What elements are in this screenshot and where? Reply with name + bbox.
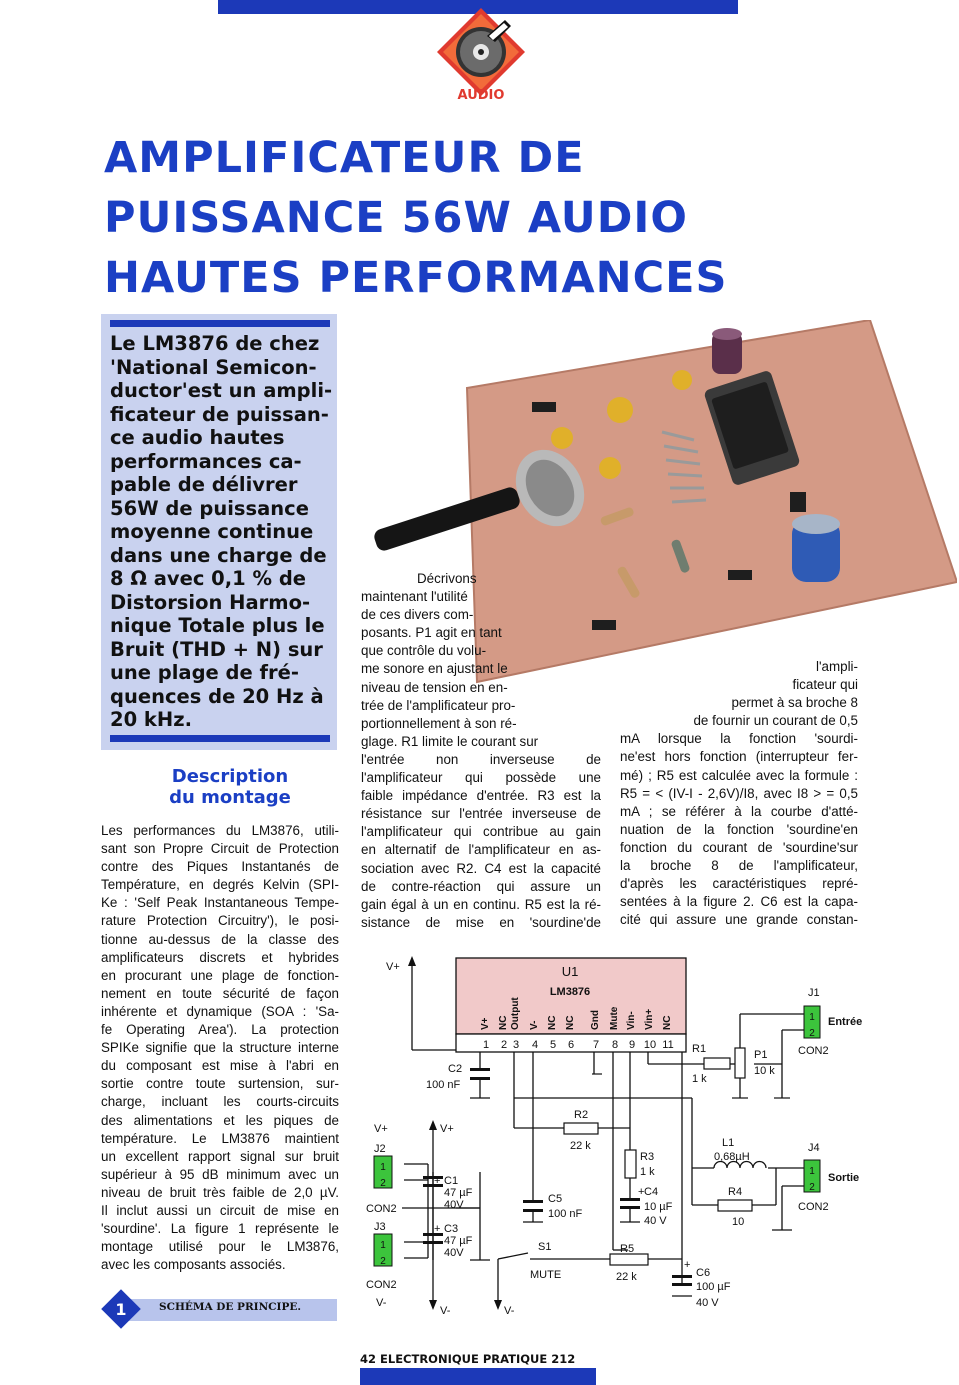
figure-caption bbox=[101, 1293, 337, 1325]
r5-value: 22 k bbox=[616, 1271, 637, 1283]
text-line: fonction du courant de 'sourdine'sur bbox=[620, 839, 858, 855]
r3-value: 1 k bbox=[640, 1166, 655, 1178]
j4-name: Sortie bbox=[828, 1172, 860, 1184]
r5-label: R5 bbox=[620, 1243, 635, 1255]
figure-number: 1 bbox=[115, 1300, 127, 1319]
text-line: mA lorsque la fonction 'sourdi- bbox=[620, 731, 858, 747]
intro-line: Le LM3876 de chez bbox=[110, 332, 320, 355]
intro-line: moyenne continue bbox=[110, 520, 314, 543]
ic-pin-name: Vin- bbox=[626, 1011, 637, 1030]
text-line: maintenant l'utilité bbox=[361, 589, 468, 605]
rail-vminus-label: V- bbox=[504, 1305, 515, 1317]
text-line: sant son Propre Circuit de Protection bbox=[101, 841, 339, 857]
title-line: PUISSANCE 56W AUDIO bbox=[104, 193, 688, 243]
text-line: que contrôle du volu- bbox=[361, 643, 487, 659]
c3-label: C3 bbox=[444, 1223, 459, 1235]
footer-bar bbox=[360, 1368, 596, 1385]
s1-label: S1 bbox=[538, 1241, 552, 1253]
text-line: des alimentations et les piques de bbox=[101, 1112, 339, 1128]
audio-cd-icon bbox=[435, 6, 527, 98]
intro-line: une plage de fré- bbox=[110, 661, 299, 684]
j4-value: CON2 bbox=[798, 1201, 829, 1213]
r2-value: 22 k bbox=[570, 1140, 591, 1152]
text-line: tionne au-dessus de la classe des bbox=[101, 931, 339, 947]
intro-line: ficateur de puissan- bbox=[110, 402, 329, 426]
c6-polarity: + bbox=[684, 1259, 691, 1271]
text-line: me sonore en ajustant le bbox=[361, 661, 508, 677]
rail-vplus-label: V+ bbox=[386, 961, 400, 973]
text-line: en alternatif de l'amplificateur en as- bbox=[361, 842, 601, 858]
text-line: sentées à la figure 2. C6 est la capa- bbox=[620, 894, 858, 910]
text-line: mé) ; R5 est calculée avec la formule : bbox=[620, 767, 858, 783]
j4-label: J4 bbox=[808, 1142, 820, 1154]
j1-name: Entrée bbox=[828, 1016, 863, 1028]
c3-polarity: + bbox=[434, 1223, 441, 1235]
text-line: l'amplificateur qui possède une bbox=[361, 770, 601, 786]
connector-pin-number: 2 bbox=[380, 1256, 386, 1267]
rail-vplus-label: V+ bbox=[440, 1123, 454, 1135]
page-footer: 42 ELECTRONIQUE PRATIQUE 212 bbox=[360, 1352, 576, 1366]
text-line: permet à sa broche 8 bbox=[731, 695, 858, 711]
ic-pin-number: 10 bbox=[643, 1039, 657, 1051]
text-line: faible impédance d'entrée. R3 est la bbox=[361, 788, 601, 804]
r4-label: R4 bbox=[728, 1186, 743, 1198]
j2-value: CON2 bbox=[366, 1203, 397, 1215]
ic-pin-number: 1 bbox=[482, 1039, 490, 1051]
text-line: température. Le LM3876 maintient bbox=[101, 1130, 339, 1146]
intro-line: nique Totale plus le bbox=[110, 614, 325, 637]
text-line: du composant est mise à l'abri en bbox=[101, 1058, 339, 1074]
rail-vplus-label: V+ bbox=[374, 1123, 388, 1135]
ic-pin-name: V+ bbox=[480, 1017, 491, 1030]
text-line: un excellent rapport signal sur bruit bbox=[101, 1148, 339, 1164]
text-line: Ke : 'Self Peak Instantaneous Tempe- bbox=[101, 895, 339, 911]
text-line: glage. R1 limite le courant sur bbox=[361, 733, 539, 749]
intro-line: ductor'est un ampli- bbox=[110, 379, 333, 402]
r2-label: R2 bbox=[574, 1109, 589, 1121]
r1-value: 1 k bbox=[692, 1073, 707, 1085]
intro-line: 20 kHz. bbox=[110, 708, 192, 731]
text-line: sociation avec R2. C4 est la capacité bbox=[361, 860, 601, 876]
c2-value: 100 nF bbox=[426, 1079, 461, 1091]
c1-value: 47 µF bbox=[444, 1187, 473, 1199]
title-line: HAUTES PERFORMANCES bbox=[104, 253, 728, 303]
ic-pin-name: Gnd bbox=[590, 1010, 601, 1030]
j3-label: J3 bbox=[374, 1221, 386, 1233]
ic-pin-number: 2 bbox=[500, 1039, 508, 1051]
text-line: trée de l'amplificateur pro- bbox=[361, 697, 516, 713]
text-line: amplificateurs discrets et hybrides bbox=[101, 949, 339, 965]
text-line: de contre-réaction qui assure un bbox=[361, 878, 601, 894]
r1-label: R1 bbox=[692, 1043, 707, 1055]
text-line: mA ; se référer à la courbe d'atté- bbox=[620, 803, 858, 819]
text-line: posants. P1 agit en tant bbox=[361, 625, 502, 641]
r4-value: 10 bbox=[732, 1216, 745, 1228]
r3-label: R3 bbox=[640, 1151, 655, 1163]
p1-label: P1 bbox=[754, 1049, 768, 1061]
text-line: sortie contre toute surtension, sur- bbox=[101, 1076, 339, 1092]
intro-line: Distorsion Harmo- bbox=[110, 590, 311, 614]
connector-pin-number: 1 bbox=[380, 1162, 386, 1173]
c2-label: C2 bbox=[448, 1063, 463, 1075]
ic-pin-name: V- bbox=[529, 1020, 540, 1030]
text-line: portionnellement à son ré- bbox=[361, 715, 517, 731]
ic-pin-name: Mute bbox=[609, 1006, 620, 1030]
text-line: niveau de tension en en- bbox=[361, 679, 508, 695]
title-line: AMPLIFICATEUR DE bbox=[104, 133, 585, 183]
c5-label: C5 bbox=[548, 1193, 563, 1205]
intro-line: pable de délivrer bbox=[110, 473, 298, 496]
intro-bottom-bar bbox=[110, 735, 330, 742]
p1-value: 10 k bbox=[754, 1065, 775, 1077]
text-line: la broche 8 de l'amplificateur, bbox=[620, 858, 858, 874]
connector-pin-number: 1 bbox=[380, 1240, 386, 1251]
intro-line: ce audio hautes bbox=[110, 426, 285, 449]
c6-value: 100 µF bbox=[696, 1281, 731, 1293]
ic-pin-number: 3 bbox=[512, 1039, 520, 1051]
j2-label: J2 bbox=[374, 1143, 386, 1155]
description-heading bbox=[150, 766, 310, 808]
intro-line: Bruit (THD + N) sur bbox=[110, 637, 323, 661]
text-line: de fournir un courant de 0,5 bbox=[693, 713, 858, 729]
text-line: Il inclut aussi un circuit de mise en bbox=[101, 1202, 339, 1218]
c4-value: 10 µF bbox=[644, 1201, 673, 1213]
ic-pin-number: 9 bbox=[628, 1039, 636, 1051]
intro-line: 8 Ω avec 0,1 % de bbox=[110, 567, 307, 590]
j1-value: CON2 bbox=[798, 1045, 829, 1057]
c1-label: C1 bbox=[444, 1175, 459, 1187]
connector-pin-number: 2 bbox=[809, 1028, 815, 1039]
text-line: Température, en degrés Kelvin (SPI- bbox=[101, 877, 339, 893]
ic-pin-number: 7 bbox=[592, 1039, 600, 1051]
text-line: l'entrée non inverseuse de bbox=[361, 751, 601, 767]
connector-pin-number: 2 bbox=[380, 1178, 386, 1189]
intro-line: dans une charge de bbox=[110, 543, 327, 567]
section-tag: AUDIO bbox=[457, 88, 505, 103]
rail-vminus-label: V- bbox=[376, 1297, 387, 1309]
ic-pin-name: NC bbox=[565, 1015, 576, 1030]
j1-label: J1 bbox=[808, 987, 820, 999]
c4-label: C4 bbox=[644, 1186, 659, 1198]
text-column-1 bbox=[101, 822, 339, 1274]
intro-box bbox=[101, 314, 337, 750]
text-line: R5 = < (IV-I - 2,6V)/I8, avec I8 > = 0,5 bbox=[620, 785, 858, 801]
ic-ref-label: U1 bbox=[561, 964, 579, 979]
l1-label: L1 bbox=[722, 1137, 735, 1149]
text-line: ficateur qui bbox=[792, 677, 858, 693]
text-line: contre des Piques Instantanés de bbox=[101, 859, 339, 875]
intro-top-bar bbox=[110, 320, 330, 327]
rail-vminus-label: V- bbox=[440, 1305, 451, 1317]
l1-value: 0,68µH bbox=[714, 1151, 750, 1163]
ic-pin-name: Vin+ bbox=[644, 1008, 655, 1030]
intro-line: 'National Semicon- bbox=[110, 355, 317, 379]
c1-polarity: + bbox=[434, 1175, 441, 1187]
text-line: supérieur à 95 dB minimum avec un bbox=[101, 1166, 339, 1182]
text-line: nement en toute sécurité de façon bbox=[101, 985, 339, 1001]
ic-pin-name: Output bbox=[510, 997, 521, 1030]
text-column-2 bbox=[361, 570, 601, 932]
s1-value: MUTE bbox=[530, 1269, 562, 1281]
text-line: résistance sur l'entrée inverseuse de bbox=[361, 806, 601, 822]
text-line: SPIKe signifie que la structure interne bbox=[101, 1040, 339, 1056]
article-title bbox=[104, 128, 864, 308]
heading-line: du montage bbox=[169, 787, 291, 808]
intro-line: performances ca- bbox=[110, 449, 302, 473]
c4-polarity: + bbox=[638, 1186, 645, 1198]
ic-part-label: LM3876 bbox=[549, 986, 591, 998]
text-line: l'ampli- bbox=[816, 659, 858, 674]
j3-value: CON2 bbox=[366, 1279, 397, 1291]
text-column-3 bbox=[620, 658, 858, 929]
text-line: gain égal à un en continu. R5 est la ré- bbox=[361, 896, 601, 912]
ic-pin-number: 4 bbox=[531, 1039, 539, 1051]
intro-line: quences de 20 Hz à bbox=[110, 684, 324, 708]
text-line: fe Operating Area'). La protection bbox=[101, 1022, 339, 1038]
text-line: en procurant une plage de fonction- bbox=[101, 967, 339, 983]
text-line: Les performances du LM3876, utili- bbox=[101, 823, 339, 838]
text-line: avec les composants associés. bbox=[101, 1257, 286, 1273]
ic-pin-name: NC bbox=[547, 1015, 558, 1030]
connector-pin-number: 1 bbox=[809, 1166, 815, 1177]
ic-pin-name: NC bbox=[498, 1015, 509, 1030]
c6-label: C6 bbox=[696, 1267, 711, 1279]
ic-pin-number: 8 bbox=[611, 1039, 619, 1051]
ic-pin-number: 11 bbox=[662, 1039, 674, 1051]
ic-pin-name: NC bbox=[662, 1015, 673, 1030]
intro-text bbox=[110, 332, 332, 732]
c3-value: 47 µF bbox=[444, 1235, 473, 1247]
intro-line: 56W de puissance bbox=[110, 496, 309, 520]
figure-caption-text: SCHÉMA DE PRINCIPE. bbox=[159, 1301, 302, 1313]
text-line: niveau de bruit très faible de 2,0 µV. bbox=[101, 1184, 339, 1200]
text-line: 'sourdine'. La figure 1 représente le bbox=[101, 1221, 339, 1237]
c3-voltage: 40V bbox=[444, 1247, 464, 1259]
connector-pin-number: 2 bbox=[809, 1182, 815, 1193]
ic-pin-number: 5 bbox=[549, 1039, 557, 1051]
text-line: l'amplificateur qui contribue au gain bbox=[361, 824, 601, 840]
c4-voltage: 40 V bbox=[644, 1215, 667, 1227]
text-line: sistance de mise en 'sourdine'de bbox=[361, 914, 601, 930]
text-line: montage utilisé pour le LM3876, bbox=[101, 1239, 339, 1255]
text-line: Décrivons bbox=[417, 571, 477, 586]
heading-line: Description bbox=[171, 766, 289, 787]
connector-pin-number: 1 bbox=[809, 1012, 815, 1023]
schematic-diagram bbox=[362, 950, 882, 1328]
text-line: ne'est hors fonction (interrupteur fer- bbox=[620, 749, 858, 765]
c1-voltage: 40V bbox=[444, 1199, 464, 1211]
text-line: charge, incluant les courts-circuits bbox=[101, 1094, 339, 1110]
ic-pin-number: 6 bbox=[567, 1039, 575, 1051]
text-line: nuation de la fonction 'sourdine'en bbox=[620, 821, 858, 837]
c6-voltage: 40 V bbox=[696, 1297, 719, 1309]
c5-value: 100 nF bbox=[548, 1208, 583, 1220]
text-line: rature Protection Circuitry'), le posi- bbox=[101, 913, 339, 929]
text-line: cité qui assure une grande constan- bbox=[620, 912, 858, 928]
text-line: de ces divers com- bbox=[361, 607, 474, 623]
text-line: inhérente et dynamique (SOA : 'Sa- bbox=[101, 1003, 339, 1019]
text-line: d'après les caractéristiques repré- bbox=[620, 876, 858, 892]
